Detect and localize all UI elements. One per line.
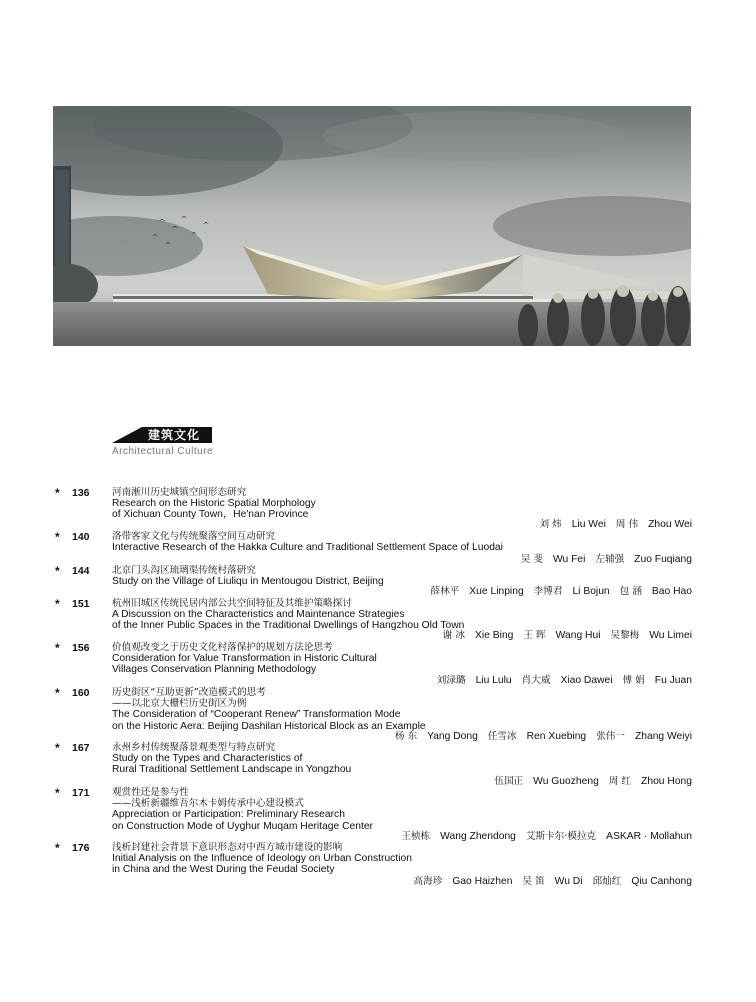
title-line: of Xichuan County Town，He'nan Province bbox=[112, 509, 309, 521]
entry-authors bbox=[433, 630, 692, 642]
page-number: 171 bbox=[72, 787, 90, 799]
bullet-star: * bbox=[55, 564, 60, 578]
author-name: 邱灿红 bbox=[592, 876, 622, 887]
author-name: Liu Lulu bbox=[475, 675, 512, 686]
title-line: on Construction Mode of Uyghur Muqam Heritage Center bbox=[112, 820, 373, 832]
author-name: 肖大威 bbox=[521, 675, 551, 686]
author-name: 包 涵 bbox=[619, 586, 642, 597]
page-number: 160 bbox=[72, 687, 90, 699]
title-line: 历史街区“互助更新”改造模式的思考 bbox=[112, 687, 266, 698]
title-line: 观赏性还是参与性 bbox=[112, 787, 189, 798]
author-name: Yang Dong bbox=[427, 731, 478, 742]
title-line: Rural Traditional Settlement Landscape in Yongzhou bbox=[112, 764, 352, 776]
author-name: Qiu Canhong bbox=[631, 876, 692, 887]
bullet-star: * bbox=[55, 741, 60, 755]
author-name: Wu Fei bbox=[552, 554, 586, 565]
title-line: Study on the Types and Characteristics of bbox=[112, 753, 303, 765]
title-line: 价值观改变之于历史文化村落保护的规划方法论思考 bbox=[112, 642, 333, 653]
bullet-star: * bbox=[55, 530, 60, 544]
author-name: ASKAR · Mollahun bbox=[606, 831, 692, 842]
author-name: 高海珍 bbox=[413, 876, 443, 887]
bullet-star: * bbox=[55, 786, 60, 800]
author-name: 薛林平 bbox=[430, 586, 460, 597]
title-line: Appreciation or Participation: Preliminary Research bbox=[112, 809, 345, 821]
title-line: Villages Conservation Planning Methodology bbox=[112, 664, 317, 676]
title-line: ——以北京大栅栏历史街区为例 bbox=[112, 698, 247, 710]
page-number: 156 bbox=[72, 642, 90, 654]
author-name: Xue Linping bbox=[469, 586, 524, 597]
author-name: 杨 东 bbox=[394, 731, 418, 742]
page-number: 144 bbox=[72, 565, 90, 577]
entry-title bbox=[112, 565, 384, 587]
title-line: Study on the Village of Liuliqu in Mentougou District, Beijing bbox=[112, 576, 384, 588]
author-name: Ren Xuebing bbox=[526, 731, 587, 742]
author-name: 吴 笛 bbox=[522, 876, 545, 887]
bullet-star: * bbox=[55, 597, 60, 611]
title-line: 河南淅川历史城镇空间形态研究 bbox=[112, 487, 247, 498]
entry-authors bbox=[391, 831, 692, 843]
author-name: Xiao Dawei bbox=[560, 675, 613, 686]
title-line: ——浅析新疆维吾尔木卡姆传承中心建设模式 bbox=[112, 798, 304, 810]
author-name: Zhang Weiyi bbox=[634, 731, 692, 742]
author-name: Fu Juan bbox=[654, 675, 692, 686]
author-name: Zhou Hong bbox=[641, 776, 692, 787]
author-name: Liu Wei bbox=[571, 519, 606, 530]
author-name: Li Bojun bbox=[572, 586, 610, 597]
section-title-cn: 建筑文化 bbox=[148, 428, 201, 442]
author-name: Wang Zhendong bbox=[440, 831, 516, 842]
author-name: 张伟一 bbox=[596, 731, 625, 742]
entry-title bbox=[112, 531, 503, 553]
entry-authors bbox=[529, 519, 692, 531]
author-name: 伍国正 bbox=[494, 776, 524, 787]
author-name: 周 红 bbox=[608, 776, 632, 787]
title-line: Consideration for Value Transformation in Historic Cultural bbox=[112, 653, 377, 665]
title-line: in China and the West During the Feudal Society bbox=[112, 864, 335, 876]
title-line: 洛带客家文化与传统聚落空间互动研究 bbox=[112, 531, 276, 542]
page-number: 167 bbox=[72, 742, 90, 754]
title-line: 浅析封建社会背景下意识形态对中西方城市建设的影响 bbox=[112, 842, 343, 853]
hero-image bbox=[53, 106, 691, 346]
title-line: The Consideration of “Cooperant Renew” Transformation Mode bbox=[112, 709, 401, 721]
title-line: 北京门头沟区琉璃渠传统村落研究 bbox=[112, 565, 256, 576]
author-name: Gao Haizhen bbox=[452, 876, 513, 887]
author-name: Bao Hao bbox=[651, 586, 692, 597]
entry-title bbox=[112, 687, 426, 732]
title-line: 杭州旧城区传统民居内部公共空间特征及其维护策略探讨 bbox=[112, 598, 352, 609]
author-name: 王桢栋 bbox=[401, 831, 431, 842]
author-name: 艾斯卡尔·模拉克 bbox=[525, 831, 597, 842]
author-name: 任雪冰 bbox=[487, 731, 517, 742]
entry-title bbox=[112, 642, 377, 676]
author-name: Zuo Fuqiang bbox=[634, 554, 692, 565]
author-name: Zhou Wei bbox=[648, 519, 692, 530]
entry-title bbox=[112, 842, 412, 876]
author-name: Xie Bing bbox=[475, 630, 514, 641]
author-name: Wang Hui bbox=[555, 630, 601, 641]
author-name: 刘渌璐 bbox=[436, 675, 466, 686]
author-name: 吴黎梅 bbox=[610, 630, 640, 641]
author-name: 谢 冰 bbox=[442, 630, 466, 641]
entry-authors bbox=[511, 554, 692, 566]
entry-authors bbox=[404, 876, 692, 888]
section-title-en: Architectural Culture bbox=[112, 446, 214, 457]
bullet-star: * bbox=[55, 486, 60, 500]
section-header bbox=[112, 427, 232, 463]
entry-authors bbox=[421, 586, 693, 598]
title-line: of the Inner Public Spaces in the Traditional Dwellings of Hangzhou Old Town bbox=[112, 620, 465, 632]
entry-authors bbox=[427, 675, 692, 687]
entry-title bbox=[112, 787, 373, 832]
author-name: 左辅强 bbox=[595, 554, 625, 565]
bullet-star: * bbox=[55, 686, 60, 700]
entry-authors bbox=[484, 776, 692, 788]
author-name: Wu Di bbox=[554, 876, 583, 887]
title-line: A Discussion on the Characteristics and Maintenance Strategies bbox=[112, 609, 405, 621]
author-name: 吴 斐 bbox=[520, 554, 543, 565]
page-number: 151 bbox=[72, 598, 90, 610]
page-number: 176 bbox=[72, 842, 90, 854]
bullet-star: * bbox=[55, 841, 60, 855]
entry-title bbox=[112, 742, 351, 776]
page-number: 136 bbox=[72, 487, 90, 499]
entry-authors bbox=[385, 731, 692, 743]
bullet-star: * bbox=[55, 641, 60, 655]
page-number: 140 bbox=[72, 531, 90, 543]
author-name: 刘 炜 bbox=[539, 519, 562, 530]
entry-title bbox=[112, 598, 464, 632]
entry-title bbox=[112, 487, 316, 521]
title-line: 永州乡村传统聚落景观类型与特点研究 bbox=[112, 742, 276, 753]
author-name: 周 伟 bbox=[615, 519, 639, 530]
title-line: Initial Analysis on the Influence of Ideology on Urban Construction bbox=[112, 853, 412, 865]
author-name: Wu Guozheng bbox=[533, 776, 599, 787]
title-line: on the Historic Aera: Beijing Dashilan Historical Block as an Example bbox=[112, 720, 426, 732]
author-name: Wu Limei bbox=[649, 630, 692, 641]
author-name: 傅 娟 bbox=[622, 675, 645, 686]
title-line: Interactive Research of the Hakka Culture and Traditional Settlement Space of Luodai bbox=[112, 542, 503, 554]
author-name: 李博君 bbox=[533, 586, 563, 597]
author-name: 王 晖 bbox=[523, 630, 546, 641]
title-line: Research on the Historic Spatial Morphology bbox=[112, 498, 316, 510]
